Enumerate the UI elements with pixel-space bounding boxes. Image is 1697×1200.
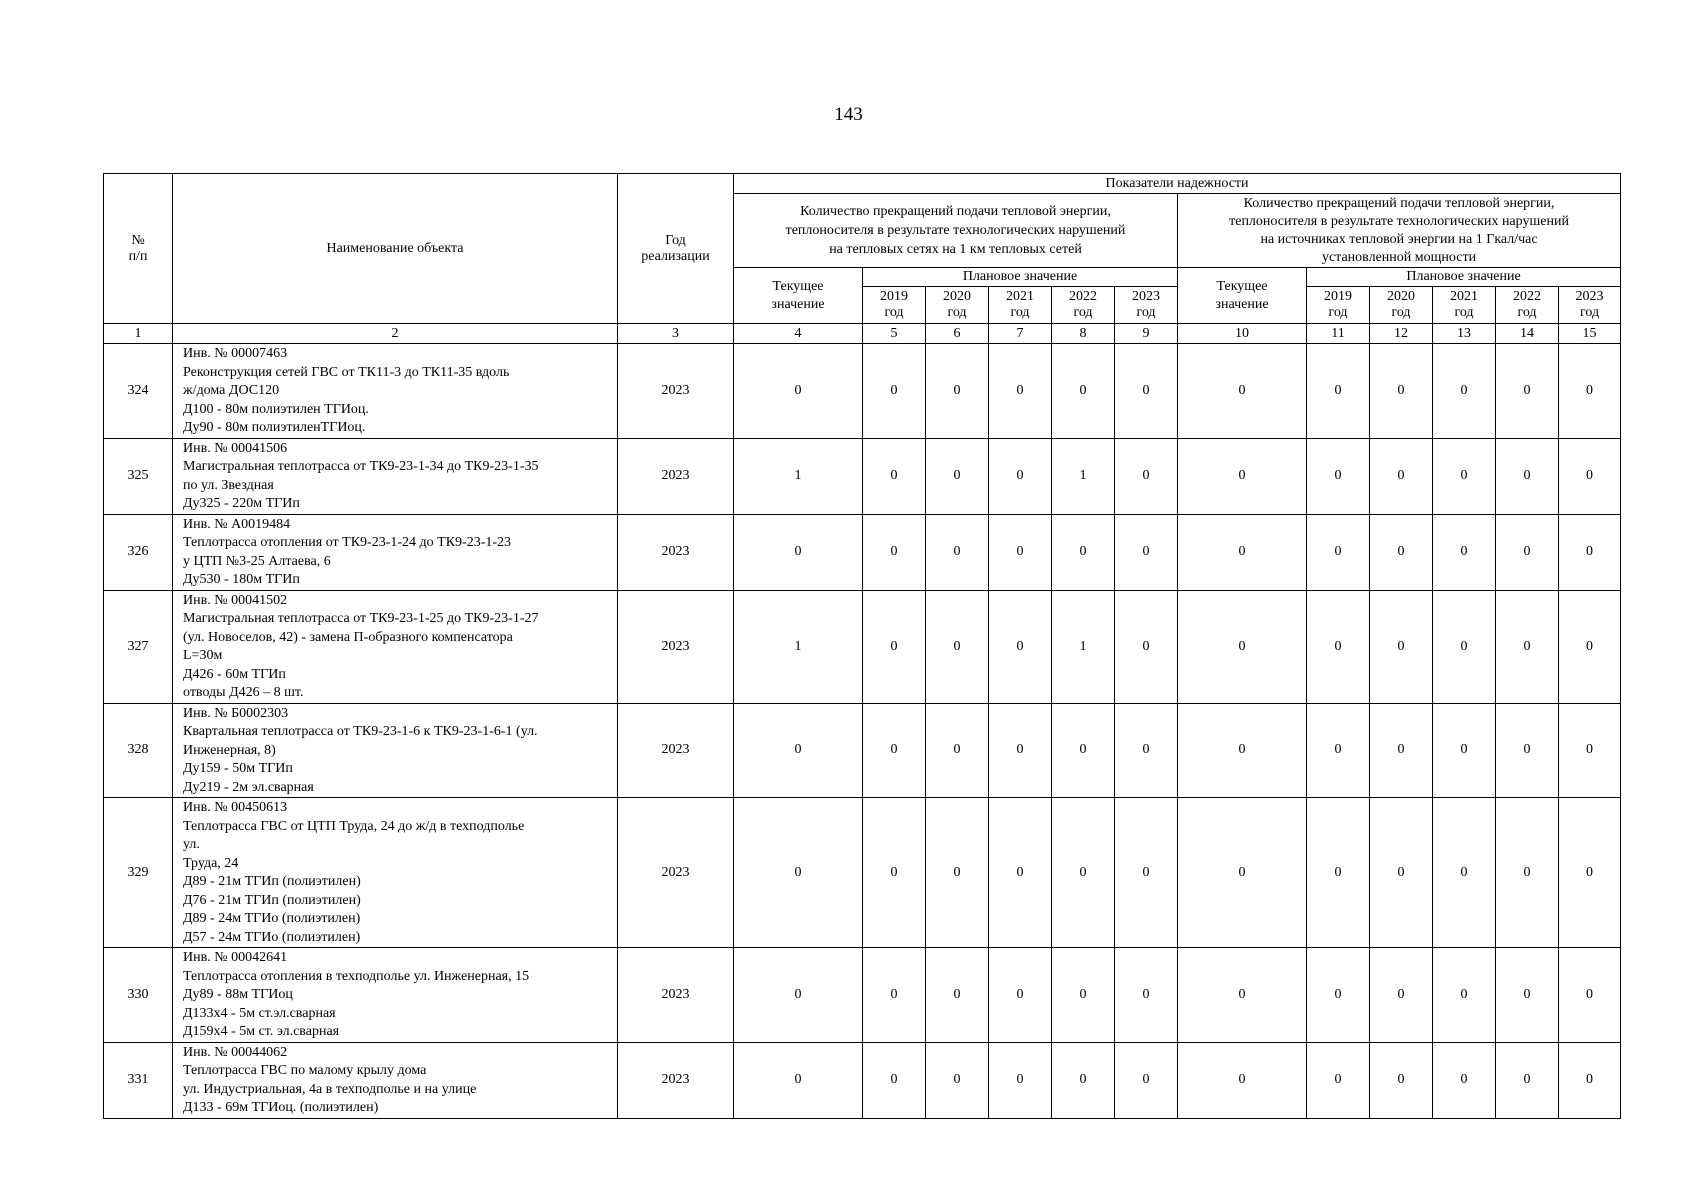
table-row <box>104 344 1621 439</box>
indicator-value: 0 <box>926 514 989 590</box>
object-name-line: Ду219 - 2м эл.сварная <box>183 779 314 795</box>
indicator-value: 0 <box>863 514 926 590</box>
indicator-value: 0 <box>926 438 989 514</box>
indicator-value: 0 <box>989 438 1052 514</box>
indicator-value: 0 <box>1559 514 1621 590</box>
indicator-value: 0 <box>1307 514 1370 590</box>
header-plan-b: Плановое значение <box>1307 268 1621 287</box>
indicator-value: 0 <box>863 590 926 703</box>
object-name-line: Инв. № 00007463 <box>183 346 288 361</box>
object-name-line: Ду159 - 50м ТГИп <box>183 761 293 776</box>
header-year-a-2019: 2019 год <box>863 287 926 324</box>
indicator-value: 0 <box>1559 438 1621 514</box>
indicator-value: 0 <box>926 798 989 948</box>
object-name-line: Д159х4 - 5м ст. эл.сварная <box>183 1024 340 1039</box>
realization-year: 2023 <box>618 1042 734 1118</box>
indicator-value: 0 <box>1178 438 1307 514</box>
realization-year: 2023 <box>618 590 734 703</box>
realization-year: 2023 <box>618 798 734 948</box>
indicator-value: 1 <box>1052 438 1115 514</box>
object-name-line: Д89 - 21м ТГИп (полиэтилен) <box>183 874 361 889</box>
object-name-line: Квартальная теплотрасса от ТК9-23-1-6 к ТК9-23-1-6-1 (ул. <box>183 724 538 739</box>
object-name-line: Ду89 - 88м ТГИоц <box>183 987 293 1002</box>
column-index-4: 4 <box>734 324 863 344</box>
page-number: 143 <box>834 104 863 125</box>
indicator-value: 0 <box>1559 344 1621 439</box>
row-number: 329 <box>104 798 173 948</box>
column-index-14: 14 <box>1496 324 1559 344</box>
indicator-value: 0 <box>1178 948 1307 1043</box>
indicator-value: 0 <box>734 514 863 590</box>
indicator-value: 0 <box>863 703 926 798</box>
indicator-value: 0 <box>1178 703 1307 798</box>
object-name-line: ул. Индустриальная, 4а в техподполье и на улице <box>183 1081 477 1097</box>
table-row <box>104 590 1621 703</box>
indicator-value: 0 <box>989 514 1052 590</box>
indicator-value: 0 <box>1052 1042 1115 1118</box>
indicator-value: 0 <box>1052 798 1115 948</box>
indicator-value: 0 <box>1115 798 1178 948</box>
indicator-value: 0 <box>1307 798 1370 948</box>
indicator-value: 0 <box>1433 590 1496 703</box>
column-index-12: 12 <box>1370 324 1433 344</box>
indicator-value: 0 <box>1178 1042 1307 1118</box>
object-name <box>173 948 618 1043</box>
indicator-value: 0 <box>1433 1042 1496 1118</box>
object-name-line: Д76 - 21м ТГИп (полиэтилен) <box>183 892 361 908</box>
object-name-line: Д57 - 24м ТГИо (полиэтилен) <box>183 929 361 945</box>
object-name-line: Магистральная теплотрасса от ТК9-23-1-34 до ТК9-23-1-35 <box>183 459 539 474</box>
indicator-value: 0 <box>1052 948 1115 1043</box>
indicator-value: 0 <box>1433 514 1496 590</box>
column-index-6: 6 <box>926 324 989 344</box>
indicator-value: 0 <box>926 344 989 439</box>
row-number: 324 <box>104 344 173 439</box>
indicator-value: 0 <box>1178 514 1307 590</box>
column-index-15: 15 <box>1559 324 1621 344</box>
indicator-value: 0 <box>1370 344 1433 439</box>
header-networks-group: Количество прекращений подачи тепловой энергии, теплоносителя в результате технологических нарушений на тепловых сетях на 1 км тепловых сетей <box>734 194 1178 268</box>
header-year: Год реализации <box>618 174 734 324</box>
object-name-line: у ЦТП №3-25 Алтаева, 6 <box>183 553 331 569</box>
indicator-value: 0 <box>1433 344 1496 439</box>
table-row <box>104 438 1621 514</box>
object-name <box>173 703 618 798</box>
table-body <box>104 344 1621 1119</box>
column-index-row <box>104 324 1621 344</box>
indicator-value: 0 <box>926 1042 989 1118</box>
header-current-a: Текущее значение <box>734 268 863 324</box>
object-name-line: L=30м <box>183 648 223 663</box>
indicator-value: 0 <box>989 948 1052 1043</box>
column-index-3: 3 <box>618 324 734 344</box>
table-row <box>104 798 1621 948</box>
indicator-value: 0 <box>1052 344 1115 439</box>
table-header <box>104 174 1621 344</box>
indicator-value: 0 <box>1115 514 1178 590</box>
object-name-line: Теплотрасса ГВС по малому крылу дома <box>183 1063 427 1078</box>
indicator-value: 0 <box>989 1042 1052 1118</box>
column-index-8: 8 <box>1052 324 1115 344</box>
row-number: 330 <box>104 948 173 1043</box>
indicator-value: 0 <box>926 703 989 798</box>
column-index-10: 10 <box>1178 324 1307 344</box>
table-row <box>104 703 1621 798</box>
column-index-11: 11 <box>1307 324 1370 344</box>
object-name <box>173 798 618 948</box>
indicator-value: 1 <box>734 590 863 703</box>
indicator-value: 0 <box>1433 948 1496 1043</box>
indicator-value: 0 <box>1370 948 1433 1043</box>
header-year-b-2022: 2022 год <box>1496 287 1559 324</box>
indicator-value: 0 <box>1115 344 1178 439</box>
object-name-line: Инв. № 00450613 <box>183 800 288 815</box>
indicator-value: 0 <box>1496 344 1559 439</box>
indicator-value: 0 <box>1307 703 1370 798</box>
indicator-value: 0 <box>1307 1042 1370 1118</box>
column-index-9: 9 <box>1115 324 1178 344</box>
indicator-value: 0 <box>1433 438 1496 514</box>
indicator-value: 0 <box>1178 798 1307 948</box>
indicator-value: 0 <box>1559 590 1621 703</box>
indicator-value: 0 <box>1496 1042 1559 1118</box>
indicator-value: 0 <box>989 344 1052 439</box>
header-current-b: Текущее значение <box>1178 268 1307 324</box>
object-name <box>173 438 618 514</box>
indicator-value: 0 <box>926 590 989 703</box>
header-plan-a: Плановое значение <box>863 268 1178 287</box>
indicator-value: 0 <box>734 798 863 948</box>
indicator-value: 0 <box>1496 703 1559 798</box>
object-name-line: Д133х4 - 5м ст.эл.сварная <box>183 1005 336 1021</box>
header-year-b-2021: 2021 год <box>1433 287 1496 324</box>
table-row <box>104 948 1621 1043</box>
indicator-value: 0 <box>989 703 1052 798</box>
indicator-value: 0 <box>1178 590 1307 703</box>
row-number: 327 <box>104 590 173 703</box>
indicator-value: 0 <box>863 438 926 514</box>
object-name-line: ул. <box>183 837 200 852</box>
indicator-value: 0 <box>1370 514 1433 590</box>
column-index-13: 13 <box>1433 324 1496 344</box>
object-name-line: Инв. № Б0002303 <box>183 705 289 721</box>
column-index-1: 1 <box>104 324 173 344</box>
row-number: 325 <box>104 438 173 514</box>
indicator-value: 0 <box>863 798 926 948</box>
object-name-line: Теплотрасса отопления от ТК9-23-1-24 до ТК9-23-1-23 <box>183 535 512 550</box>
indicator-value: 0 <box>1559 798 1621 948</box>
object-name <box>173 514 618 590</box>
indicator-value: 0 <box>1115 948 1178 1043</box>
indicator-value: 0 <box>989 798 1052 948</box>
object-name <box>173 1042 618 1118</box>
indicator-value: 0 <box>1496 798 1559 948</box>
object-name-line: Ду90 - 80м полиэтиленТГИоц. <box>183 420 366 435</box>
header-year-b-2019: 2019 год <box>1307 287 1370 324</box>
indicator-value: 0 <box>1370 438 1433 514</box>
indicator-value: 0 <box>1052 514 1115 590</box>
object-name <box>173 590 618 703</box>
table-row <box>104 1042 1621 1118</box>
indicator-value: 0 <box>1307 344 1370 439</box>
indicator-value: 0 <box>1559 1042 1621 1118</box>
indicator-value: 0 <box>734 1042 863 1118</box>
object-name-line: Инженерная, 8) <box>183 742 276 758</box>
header-year-a-2023: 2023 год <box>1115 287 1178 324</box>
header-reliability-group: Показатели надежности <box>734 174 1621 194</box>
object-name-line: отводы Д426 – 8 шт. <box>183 685 304 700</box>
indicator-value: 1 <box>734 438 863 514</box>
indicator-value: 0 <box>863 344 926 439</box>
indicator-value: 0 <box>863 1042 926 1118</box>
row-number: 328 <box>104 703 173 798</box>
object-name-line: Инв. № 00042641 <box>183 950 288 965</box>
column-index-5: 5 <box>863 324 926 344</box>
object-name-line: Инв. № 00044062 <box>183 1044 288 1060</box>
indicator-value: 0 <box>1496 438 1559 514</box>
header-num: № п/п <box>104 174 173 324</box>
indicator-value: 0 <box>1559 948 1621 1043</box>
indicator-value: 0 <box>1370 703 1433 798</box>
indicator-value: 0 <box>926 948 989 1043</box>
row-number: 331 <box>104 1042 173 1118</box>
object-name-line: Инв. № А0019484 <box>183 516 291 532</box>
indicator-value: 0 <box>734 703 863 798</box>
indicator-value: 0 <box>734 948 863 1043</box>
indicator-value: 0 <box>1307 948 1370 1043</box>
realization-year: 2023 <box>618 703 734 798</box>
realization-year: 2023 <box>618 344 734 439</box>
header-year-b-2020: 2020 год <box>1370 287 1433 324</box>
object-name-line: по ул. Звездная <box>183 477 274 493</box>
indicator-value: 0 <box>1178 344 1307 439</box>
indicator-value: 0 <box>1370 798 1433 948</box>
indicator-value: 0 <box>1433 703 1496 798</box>
object-name-line: Инв. № 00041502 <box>183 592 288 608</box>
header-year-b-2023: 2023 год <box>1559 287 1621 324</box>
indicator-value: 0 <box>734 344 863 439</box>
indicator-value: 0 <box>1115 438 1178 514</box>
column-index-2: 2 <box>173 324 618 344</box>
indicator-value: 0 <box>1115 703 1178 798</box>
indicator-value: 0 <box>1307 590 1370 703</box>
object-name-line: Труда, 24 <box>183 855 239 871</box>
header-sources-group: Количество прекращений подачи тепловой энергии, теплоносителя в результате технологических нарушений на источниках тепловой энергии на 1 Гкал/час установленной мощности <box>1178 194 1621 268</box>
indicator-value: 0 <box>863 948 926 1043</box>
table-row <box>104 514 1621 590</box>
object-name-line: Д133 - 69м ТГИоц. (полиэтилен) <box>183 1100 379 1115</box>
indicator-value: 0 <box>1559 703 1621 798</box>
realization-year: 2023 <box>618 948 734 1043</box>
object-name-line: Теплотрасса отопления в техподполье ул. Инженерная, 15 <box>183 968 530 984</box>
indicator-value: 1 <box>1052 590 1115 703</box>
reliability-table <box>103 173 1621 1119</box>
object-name-line: Теплотрасса ГВС от ЦТП Труда, 24 до ж/д в техподполье <box>183 818 525 834</box>
indicator-value: 0 <box>1052 703 1115 798</box>
header-year-a-2022: 2022 год <box>1052 287 1115 324</box>
indicator-value: 0 <box>1496 514 1559 590</box>
indicator-value: 0 <box>1115 590 1178 703</box>
header-name: Наименование объекта <box>173 174 618 324</box>
row-number: 326 <box>104 514 173 590</box>
column-index-7: 7 <box>989 324 1052 344</box>
indicator-value: 0 <box>1370 1042 1433 1118</box>
indicator-value: 0 <box>1115 1042 1178 1118</box>
indicator-value: 0 <box>1496 948 1559 1043</box>
object-name-line: Д426 - 60м ТГИп <box>183 666 286 682</box>
object-name-line: Ду325 - 220м ТГИп <box>183 496 300 511</box>
object-name-line: ж/дома ДОС120 <box>183 383 280 398</box>
indicator-value: 0 <box>989 590 1052 703</box>
realization-year: 2023 <box>618 438 734 514</box>
object-name-line: Д89 - 24м ТГИо (полиэтилен) <box>183 911 361 926</box>
header-year-a-2021: 2021 год <box>989 287 1052 324</box>
indicator-value: 0 <box>1370 590 1433 703</box>
object-name-line: Ду530 - 180м ТГИп <box>183 572 300 587</box>
indicator-value: 0 <box>1433 798 1496 948</box>
object-name-line: Магистральная теплотрасса от ТК9-23-1-25 до ТК9-23-1-27 <box>183 611 539 626</box>
header-year-a-2020: 2020 год <box>926 287 989 324</box>
object-name-line: (ул. Новоселов, 42) - замена П-образного компенсатора <box>183 629 513 645</box>
indicator-value: 0 <box>1496 590 1559 703</box>
object-name <box>173 344 618 439</box>
object-name-line: Реконструкция сетей ГВС от ТК11-3 до ТК11-35 вдоль <box>183 364 510 380</box>
object-name-line: Д100 - 80м полиэтилен ТГИоц. <box>183 401 369 417</box>
object-name-line: Инв. № 00041506 <box>183 440 288 456</box>
realization-year: 2023 <box>618 514 734 590</box>
indicator-value: 0 <box>1307 438 1370 514</box>
